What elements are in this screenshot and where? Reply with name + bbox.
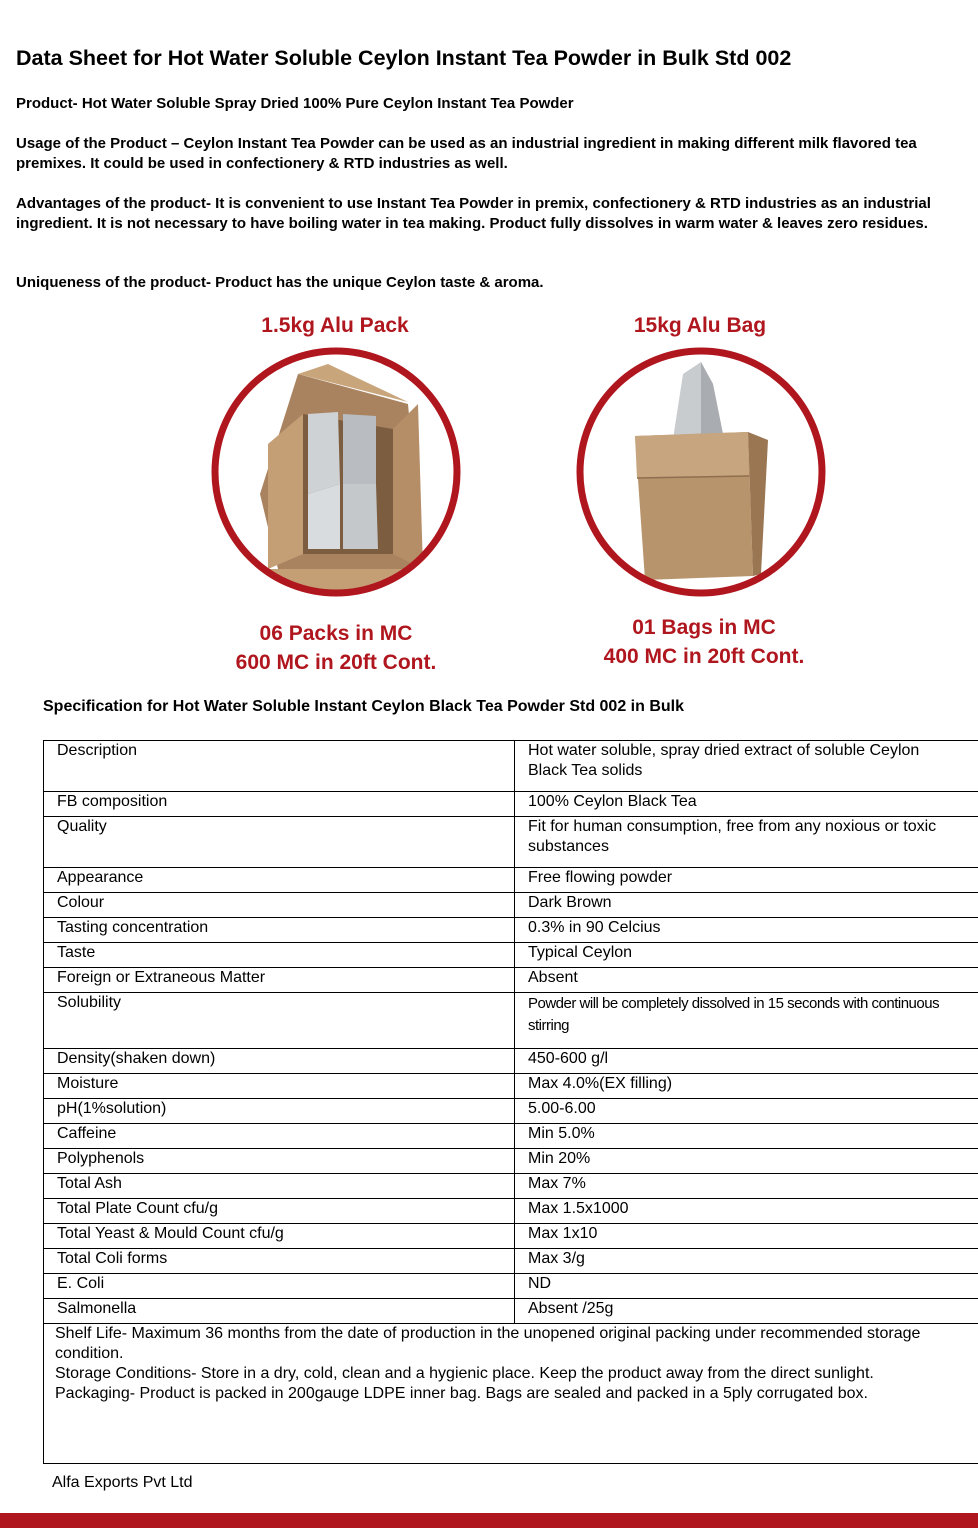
pack-2-title: 15kg Alu Bag <box>633 314 767 337</box>
table-row <box>44 1049 978 1074</box>
spec-value: Max 3/g <box>515 1249 978 1274</box>
table-row <box>44 993 978 1049</box>
table-row <box>44 893 978 918</box>
spec-value: Max 1.5x1000 <box>515 1199 978 1224</box>
table-row <box>44 1249 978 1274</box>
company-footer: Alfa Exports Pvt Ltd <box>52 1474 193 1491</box>
alu-bag-box-image <box>573 344 829 600</box>
spec-param: Total Coli forms <box>44 1249 515 1274</box>
pack-1-caption <box>206 619 466 677</box>
shelf-life-note: Shelf Life- Maximum 36 months from the date of production in the unopened original packing under recommended storage condition. <box>55 1325 921 1362</box>
table-row <box>44 1274 978 1299</box>
spec-value: 0.3% in 90 Celcius <box>515 918 978 943</box>
spec-value: Free flowing powder <box>515 868 978 893</box>
table-row <box>44 868 978 893</box>
bottom-accent-bar <box>0 1513 978 1528</box>
spec-value: Dark Brown <box>515 893 978 918</box>
spec-param: Total Plate Count cfu/g <box>44 1199 515 1224</box>
table-row <box>44 968 978 993</box>
page-title: Data Sheet for Hot Water Soluble Ceylon Instant Tea Powder in Bulk Std 002 <box>16 46 792 70</box>
pack-1-mc-per-container: 600 MC in 20ft Cont. <box>235 651 437 674</box>
usage-paragraph: Usage of the Product – Ceylon Instant Tea Powder can be used as an industrial ingredient in making different milk flavored tea premixes. It could be used in confectionery & RTD industries as well. <box>16 135 917 172</box>
table-row <box>44 1099 978 1124</box>
spec-param: Caffeine <box>44 1124 515 1149</box>
spec-param: E. Coli <box>44 1274 515 1299</box>
spec-param: Tasting concentration <box>44 918 515 943</box>
table-row <box>44 1174 978 1199</box>
spec-value: Fit for human consumption, free from any noxious or toxic substances <box>515 817 978 868</box>
packaging-note: Packaging- Product is packed in 200gauge LDPE inner bag. Bags are sealed and packed in a 5ply corrugated box. <box>55 1385 868 1402</box>
alu-pack-box-image <box>208 344 464 600</box>
storage-note: Storage Conditions- Store in a dry, cold, clean and a hygienic place. Keep the product away from the direct sunlight. <box>55 1365 874 1382</box>
pack-1-title: 1.5kg Alu Pack <box>261 314 409 337</box>
spec-param: Polyphenols <box>44 1149 515 1174</box>
spec-value: Max 1x10 <box>515 1224 978 1249</box>
spec-param: Description <box>44 741 515 792</box>
spec-param: pH(1%solution) <box>44 1099 515 1124</box>
spec-param: Appearance <box>44 868 515 893</box>
spec-value: 100% Ceylon Black Tea <box>515 792 978 817</box>
table-row <box>44 1199 978 1224</box>
pack-1-units-per-mc: 06 Packs in MC <box>259 622 413 645</box>
table-row <box>44 918 978 943</box>
table-row <box>44 943 978 968</box>
table-row <box>44 1299 978 1324</box>
spec-param: FB composition <box>44 792 515 817</box>
spec-param: Quality <box>44 817 515 868</box>
spec-value: Max 7% <box>515 1174 978 1199</box>
spec-param: Density(shaken down) <box>44 1049 515 1074</box>
spec-param: Total Yeast & Mould Count cfu/g <box>44 1224 515 1249</box>
table-row <box>44 1074 978 1099</box>
table-row <box>44 1149 978 1174</box>
spec-param: Foreign or Extraneous Matter <box>44 968 515 993</box>
table-row <box>44 817 978 868</box>
spec-table <box>43 740 978 1464</box>
notes-cell <box>44 1324 978 1464</box>
spec-value: Hot water soluble, spray dried extract of soluble Ceylon Black Tea solids <box>515 741 978 792</box>
table-row <box>44 792 978 817</box>
spec-param: Taste <box>44 943 515 968</box>
spec-value: Min 5.0% <box>515 1124 978 1149</box>
spec-param: Moisture <box>44 1074 515 1099</box>
advantages-paragraph: Advantages of the product- It is convenient to use Instant Tea Powder in premix, confectionery & RTD industries as an industrial ingredient. It is not necessary to have boiling water in tea making. Product fully dissolves in warm water & leaves zero residues. <box>16 195 931 232</box>
spec-value: 450-600 g/l <box>515 1049 978 1074</box>
spec-value: Typical Ceylon <box>515 943 978 968</box>
spec-param: Solubility <box>44 993 515 1049</box>
spec-param: Total Ash <box>44 1174 515 1199</box>
spec-value: Absent /25g <box>515 1299 978 1324</box>
product-line: Product- Hot Water Soluble Spray Dried 100% Pure Ceylon Instant Tea Powder <box>16 95 574 112</box>
spec-value: ND <box>515 1274 978 1299</box>
pack-2-caption <box>574 613 834 671</box>
pack-2-units-per-mc: 01 Bags in MC <box>632 616 776 639</box>
uniqueness-line: Uniqueness of the product- Product has the unique Ceylon taste & aroma. <box>16 274 544 291</box>
table-row <box>44 1124 978 1149</box>
spec-param: Salmonella <box>44 1299 515 1324</box>
spec-param: Colour <box>44 893 515 918</box>
spec-heading: Specification for Hot Water Soluble Instant Ceylon Black Tea Powder Std 002 in Bulk <box>43 698 685 715</box>
spec-value: Powder will be completely dissolved in 15 seconds with continuous stirring <box>515 993 978 1049</box>
pack-2-mc-per-container: 400 MC in 20ft Cont. <box>603 645 805 668</box>
spec-value: Absent <box>515 968 978 993</box>
spec-value: 5.00-6.00 <box>515 1099 978 1124</box>
spec-value: Max 4.0%(EX filling) <box>515 1074 978 1099</box>
notes-row <box>44 1324 978 1464</box>
table-row <box>44 1224 978 1249</box>
table-row <box>44 741 978 792</box>
spec-value: Min 20% <box>515 1149 978 1174</box>
